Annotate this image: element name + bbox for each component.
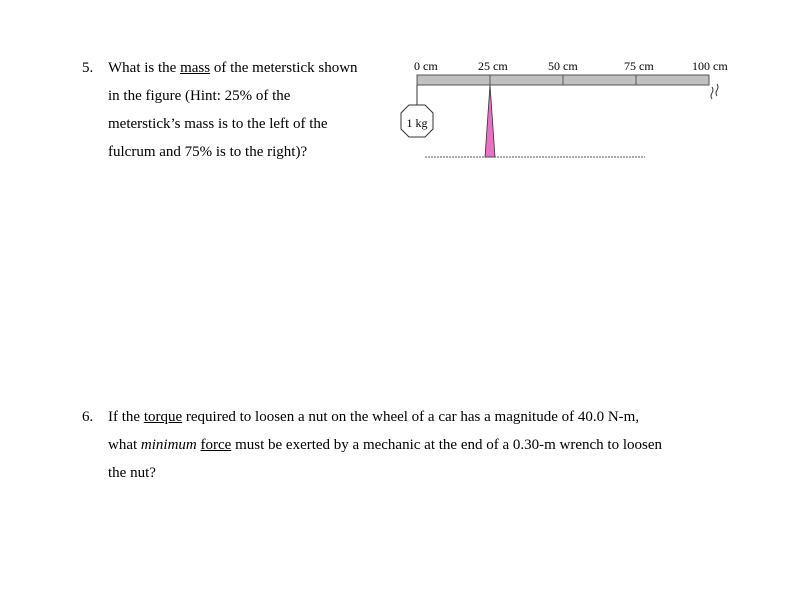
question-5-line-2: in the figure (Hint: 25% of the: [108, 88, 291, 104]
fulcrum-wedge: [485, 85, 495, 157]
question-6-text: If the: [108, 409, 144, 425]
motion-mark: [711, 87, 713, 99]
label-75cm: 75 cm: [624, 59, 654, 73]
question-6-italic-term: minimum: [140, 437, 197, 453]
question-5-line-1: [108, 60, 358, 77]
label-25cm: 25 cm: [478, 59, 508, 73]
question-5-text: of the meterstick shown: [210, 60, 358, 76]
question-5-line-3: meterstick’s mass is to the left of the: [108, 116, 328, 132]
question-6-text: what: [108, 437, 141, 453]
question-5-line-4: fulcrum and 75% is to the right)?: [108, 144, 308, 160]
question-6-text: required to loosen a nut on the wheel of a car has a magnitude of 40.0 N-m,: [182, 409, 640, 425]
question-6-underlined-term: torque: [143, 409, 183, 425]
question-6-text: must be exerted by a mechanic at the end of a 0.30-m wrench to loosen: [231, 437, 663, 453]
label-50cm: 50 cm: [548, 59, 578, 73]
question-6-number: 6.: [82, 409, 94, 425]
meterstick-drawing: [395, 55, 745, 170]
question-6-underlined-term: force: [200, 437, 232, 453]
meterstick-figure: [395, 55, 745, 170]
question-6-line-2: [108, 437, 662, 454]
motion-mark: [716, 84, 718, 96]
question-5-underlined-term: mass: [180, 60, 211, 76]
question-6-line-3: the nut?: [108, 465, 156, 481]
label-0cm: 0 cm: [414, 59, 438, 73]
question-5-number: 5.: [82, 60, 94, 76]
question-5-text: What is the: [108, 60, 181, 76]
question-6-line-1: [108, 409, 639, 426]
label-100cm: 100 cm: [692, 59, 728, 73]
weight-label: 1 kg: [406, 116, 428, 130]
